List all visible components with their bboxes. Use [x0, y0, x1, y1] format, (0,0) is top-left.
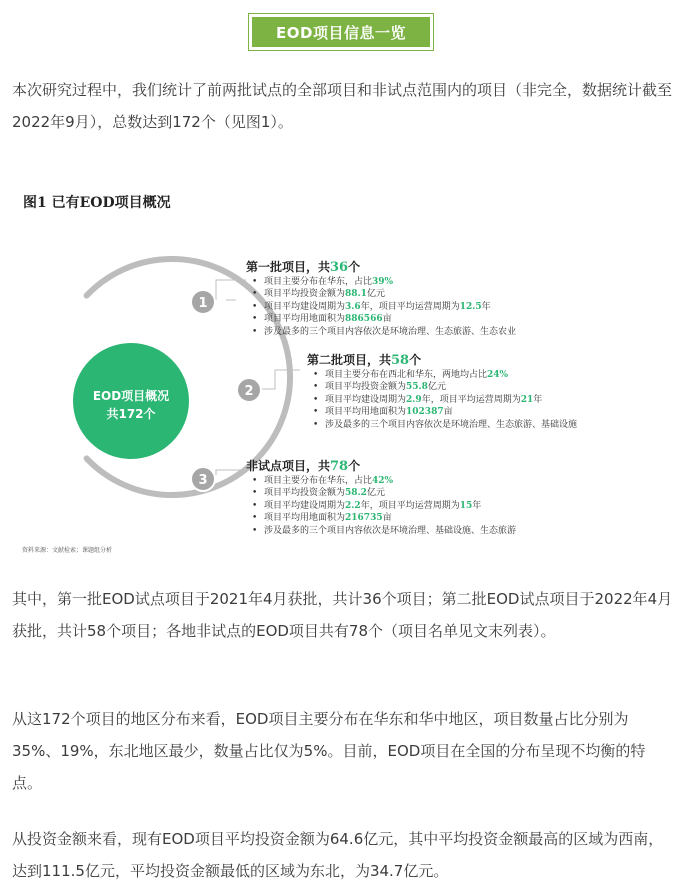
- center-label-line2: 共172个: [106, 407, 156, 421]
- list-item: • 项目平均投资金额为58.2亿元: [246, 487, 516, 499]
- marker-3-label: 3: [198, 473, 208, 488]
- section-batch-2: [307, 351, 577, 431]
- list-item: • 项目平均投资金额为88.1亿元: [246, 288, 516, 300]
- list-item: • 涉及最多的三个项目内容依次是环境治理、基础设施、生态旅游: [246, 525, 516, 537]
- marker-1: [191, 290, 215, 314]
- list-item: • 项目主要分布在华东，占比39%: [246, 276, 516, 288]
- list-item: • 项目平均建设周期为2.2年，项目平均运营周期为15年: [246, 500, 516, 512]
- section-heading: 非试点项目，共78个: [246, 459, 361, 474]
- list-item: • 项目主要分布在华东，占比42%: [246, 475, 516, 487]
- marker-2: [237, 378, 261, 402]
- list-item: • 项目平均建设周期为3.6年，项目平均运营周期为12.5年: [246, 301, 516, 313]
- list-item: • 项目平均用地面积为102387亩: [307, 406, 577, 418]
- intro-paragraph: 本次研究过程中，我们统计了前两批试点的全部项目和非试点范围内的项目（非完全，数据统计截至2022年9月），总数达到172个（见图1）。: [12, 81, 673, 131]
- figure-source-note: 资料来源：文献检索；课题组分析: [22, 547, 113, 554]
- section-non-pilot: [246, 457, 516, 537]
- section-batch-1: [246, 258, 516, 338]
- paragraph-investment: 从投资金额来看，现有EOD项目平均投资金额为64.6亿元，其中平均投资金额最高的区域为西南，达到111.5亿元，平均投资金额最低的区域为东北，为34.7亿元。: [12, 830, 664, 880]
- marker-3: [191, 467, 215, 491]
- paragraph-distribution: 从这172个项目的地区分布来看，EOD项目主要分布在华东和华中地区，项目数量占比分别为35%、19%，东北地区最少，数量占比仅为5%。目前，EOD项目在全国的分布呈现不均衡的特点。: [12, 710, 646, 792]
- section-heading: 第一批项目，共36个: [246, 260, 361, 275]
- list-item: • 涉及最多的三个项目内容依次是环境治理、生态旅游、基础设施: [307, 419, 577, 431]
- list-item: • 项目主要分布在西北和华东，两地均占比24%: [307, 369, 577, 381]
- center-label-line1: EOD项目概况: [92, 389, 170, 403]
- marker-2-label: 2: [244, 384, 254, 399]
- section-heading: 第二批项目，共58个: [307, 353, 422, 368]
- list-item: • 项目平均用地面积为216735亩: [246, 512, 516, 524]
- paragraph-batches: 其中，第一批EOD试点项目于2021年4月获批，共计36个项目；第二批EOD试点项目于2022年4月获批，共计58个项目；各地非试点的EOD项目共有78个（项目名单见文末列表）。: [12, 590, 673, 640]
- list-item: • 项目平均用地面积为886566亩: [246, 313, 516, 325]
- list-item: • 项目平均建设周期为2.9年，项目平均运营周期为21年: [307, 394, 577, 406]
- section-title-banner: [248, 13, 434, 51]
- marker-1-label: 1: [198, 296, 208, 311]
- section-title: EOD项目信息一览: [252, 17, 430, 47]
- connector-line-2: [262, 370, 300, 389]
- list-item: • 项目平均投资金额为55.8亿元: [307, 381, 577, 393]
- figure-title: 图1 已有EOD项目概况: [23, 195, 171, 211]
- list-item: • 涉及最多的三个项目内容依次是环境治理、生态旅游、生态农业: [246, 326, 516, 338]
